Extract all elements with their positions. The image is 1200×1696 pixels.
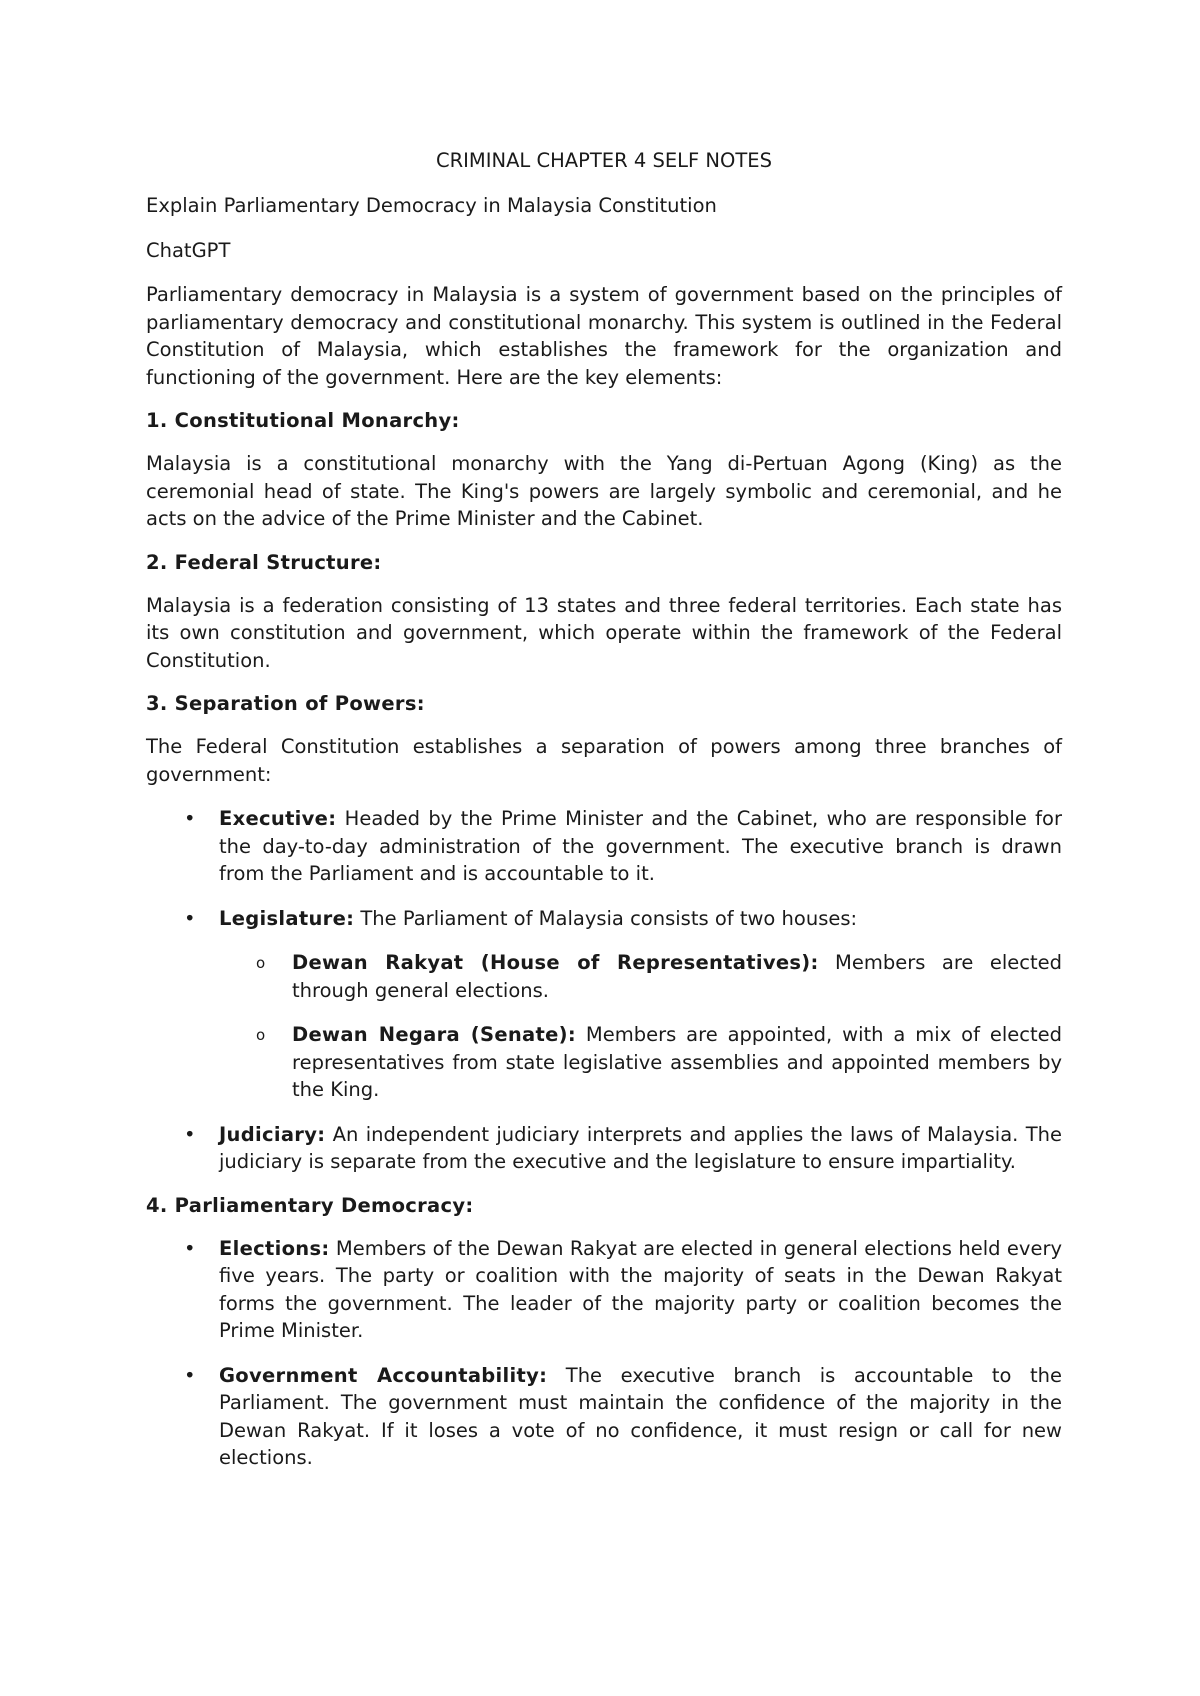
item-label: Dewan Negara (Senate): [292,1023,576,1046]
sub-bullet-icon: o [256,1026,266,1044]
list-item-elections [146,1235,1062,1345]
sub-bullet-icon: o [256,954,266,972]
sub-list-item-dewan-rakyat [146,949,1062,1004]
item-text: The executive branch is accountable to the Parliament. The government must maintain the confidence of the majority in the Dewan Rakyat. If it loses a vote of no confidence, it must resign or call for new elections. [219,1363,1063,1469]
item-label: Legislature: [219,906,355,930]
item-label: Judiciary: [219,1122,326,1146]
list-item-executive [146,805,1062,888]
item-text: The Parliament of Malaysia consists of two houses: [354,906,858,930]
sub-list-item-dewan-negara [146,1021,1062,1104]
bullet-icon: • [184,1363,196,1387]
intro-paragraph: Parliamentary democracy in Malaysia is a system of government based on the principles of parliamentary democracy and constitutional monarchy. This system is outlined in the Federal Constitution of Malaysia, which establishes the framework for the organization and functioning of the government. Here are the key elements: [146,283,1062,389]
item-text: Headed by the Prime Minister and the Cabinet, who are responsible for the day-to-day administration of the government. The executive branch is drawn from the Parliament and is accountable to it. [219,807,1062,885]
section-body-federal-structure: Malaysia is a federation consisting of 13 states and three federal territories. Each state has its own constitution and government, which operate within the framework of the Federal Constitution. [146,593,1062,672]
bullet-icon: • [184,1236,196,1260]
bullet-icon: • [184,906,196,930]
item-text: Members are elected through general elections. [292,951,1062,1002]
item-label: Executive: [219,807,337,830]
item-label: Government Accountability: [219,1363,548,1387]
section-heading-separation-of-powers: 3. Separation of Powers: [146,692,425,715]
item-text: An independent judiciary interprets and applies the laws of Malaysia. The judiciary is separate from the executive and the legislature to ensure impartiality. [219,1122,1062,1173]
section-heading-constitutional-monarchy: 1. Constitutional Monarchy: [146,409,460,432]
list-item-legislature [146,905,1062,933]
section-heading-federal-structure: 2. Federal Structure: [146,550,382,574]
source-label: ChatGPT [146,238,231,262]
list-item-judiciary [146,1121,1062,1176]
branches-list [146,805,1062,1176]
section-body-separation-of-powers: The Federal Constitution establishes a separation of powers among three branches of government: [146,735,1062,786]
democracy-list [146,1235,1062,1472]
question-line: Explain Parliamentary Democracy in Malaysia Constitution [146,194,717,217]
item-label: Dewan Rakyat (House of Representatives): [292,951,819,974]
item-text: Members of the Dewan Rakyat are elected in general elections held every five years. The party or coalition with the majority of seats in the Dewan Rakyat forms the government. The leader of the majority party or coalition becomes the Prime Minister. [219,1236,1062,1342]
list-item-government-accountability [146,1362,1062,1472]
section-body-constitutional-monarchy: Malaysia is a constitutional monarchy with the Yang di-Pertuan Agong (King) as the ceremonial head of state. The King's powers are largely symbolic and ceremonial, and he acts on the advice of the Prime Minister and the Cabinet. [146,452,1062,530]
section-heading-parliamentary-democracy: 4. Parliamentary Democracy: [146,1193,474,1217]
item-label: Elections: [219,1236,330,1260]
bullet-icon: • [184,1122,196,1146]
item-text: Members are appointed, with a mix of elected representatives from state legislative assemblies and appointed members by the King. [292,1023,1062,1101]
bullet-icon: • [184,807,196,830]
document-title: CRIMINAL CHAPTER 4 SELF NOTES [436,149,772,172]
